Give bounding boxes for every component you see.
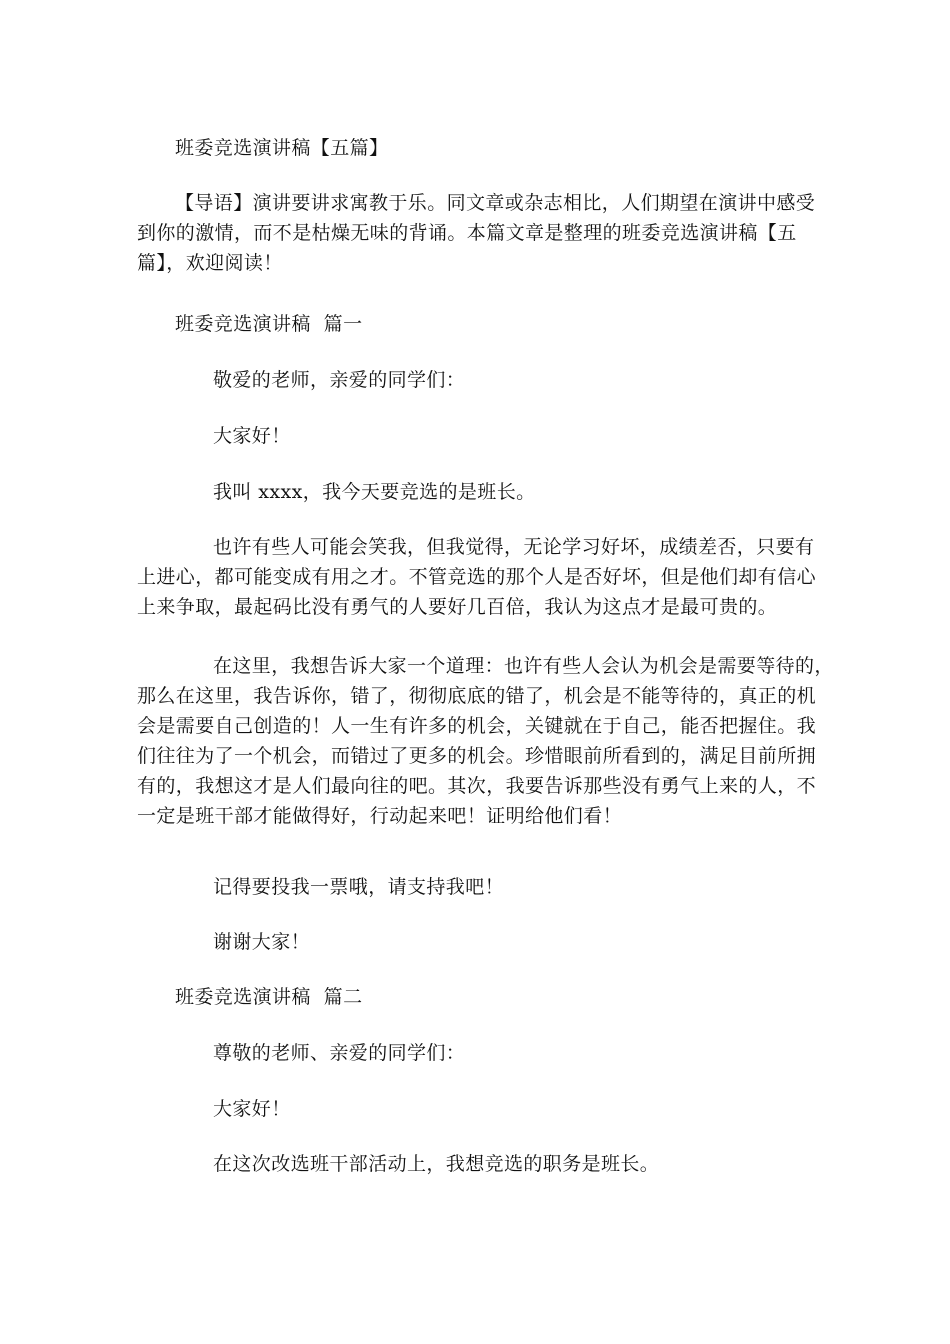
section1-greeting: 敬爱的老师，亲爱的同学们： xyxy=(213,369,466,391)
intro-line: 到你的激情，而不是枯燥无味的背诵。本篇文章是整理的班委竞选演讲稿【五 xyxy=(137,222,797,244)
paragraph-line: 们往往为了一个机会，而错过了更多的机会。珍惜眼前所看到的，满足目前所拥 xyxy=(137,745,817,767)
section2-greeting: 尊敬的老师、亲爱的同学们： xyxy=(213,1042,466,1064)
section1-hello: 大家好！ xyxy=(213,425,291,447)
section2-heading: 班委竞选演讲稿 篇二 xyxy=(175,986,363,1008)
paragraph-line: 一定是班干部才能做得好，行动起来吧！证明给他们看！ xyxy=(137,805,623,827)
paragraph-line: 上来争取，最起码比没有勇气的人要好几百倍，我认为这点才是最可贵的。 xyxy=(137,596,778,618)
paragraph-line: 会是需要自己创造的！人一生有许多的机会，关键就在于自己，能否把握住。我 xyxy=(137,715,817,737)
intro-line: 【导语】演讲要讲求寓教于乐。同文章或杂志相比，人们期望在演讲中感受 xyxy=(175,192,816,214)
section1-thanks: 谢谢大家！ xyxy=(213,931,311,953)
intro-paragraph xyxy=(137,188,816,278)
paragraph-line: 有的，我想这才是人们最向往的吧。其次，我要告诉那些没有勇气上来的人，不 xyxy=(137,775,817,797)
section1-paragraph-2 xyxy=(137,651,834,831)
section2-hello: 大家好！ xyxy=(213,1098,291,1120)
section2-paragraph-1: 在这次改选班干部活动上，我想竞选的职务是班长。 xyxy=(213,1153,660,1175)
section1-self-intro: 我叫 xxxx，我今天要竞选的是班长。 xyxy=(213,481,536,503)
paragraph-line: 那么在这里，我告诉你，错了，彻彻底底的错了，机会是不能等待的，真正的机 xyxy=(137,685,817,707)
section1-vote: 记得要投我一票哦，请支持我吧！ xyxy=(213,876,505,898)
paragraph-line: 也许有些人可能会笑我，但我觉得，无论学习好坏，成绩差否，只要有 xyxy=(213,536,815,558)
paragraph-line: 上进心，都可能变成有用之才。不管竞选的那个人是否好坏，但是他们却有信心 xyxy=(137,566,817,588)
intro-line: 篇】，欢迎阅读！ xyxy=(137,252,283,274)
section1-paragraph-1 xyxy=(137,532,817,622)
paragraph-line: 在这里，我想告诉大家一个道理：也许有些人会认为机会是需要等待的， xyxy=(213,655,834,677)
section1-heading: 班委竞选演讲稿 篇一 xyxy=(175,313,363,335)
document-title: 班委竞选演讲稿【五篇】 xyxy=(175,137,389,159)
